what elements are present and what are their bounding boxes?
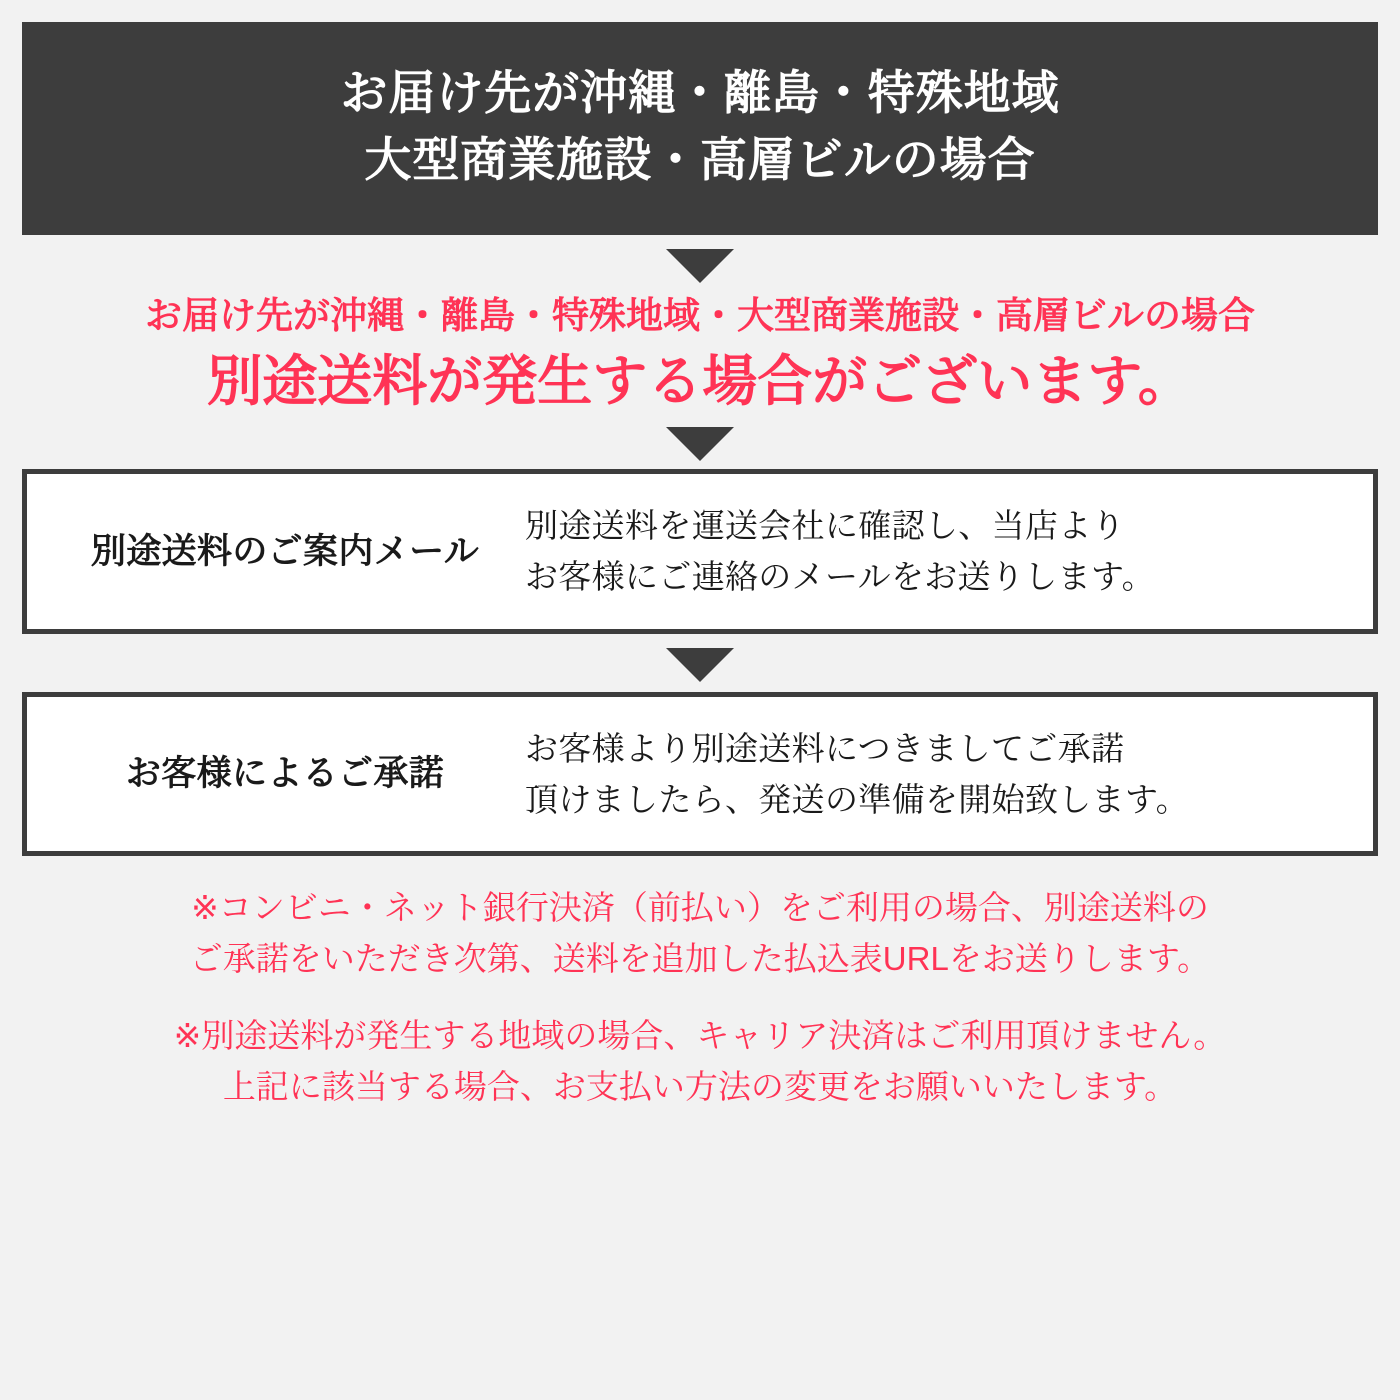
step-1-label: 別途送料のご案内メール [90,531,480,571]
note-1-line-1: ※コンビニ・ネット銀行決済（前払い）をご利用の場合、別途送料の [191,888,1209,926]
note-2-line-1: ※別途送料が発生する地域の場合、キャリア決済はご利用頂けません。 [173,1017,1227,1055]
header-banner [22,22,1378,235]
footer-notes [22,882,1378,1139]
note-1-line-2: ご承諾をいただき次第、送料を追加した払込表URLをお送りします。 [189,939,1211,977]
step-2-description [525,723,1355,825]
header-line-1: お届け先が沖縄・離島・特殊地域 [340,66,1060,119]
emphasis-line-1: お届け先が沖縄・離島・特殊地域・大型商業施設・高層ビルの場合 [145,295,1255,337]
note-1 [22,882,1378,984]
step-1-description [525,500,1355,602]
emphasis-block [22,293,1378,417]
step-2-description-line-1: お客様より別途送料につきましてご承諾 [525,729,1125,767]
step-box-customer-consent [22,692,1378,856]
note-2-line-2: 上記に該当する場合、お支払い方法の変更をお願いいたします。 [222,1068,1178,1106]
step-1-description-line-1: 別途送料を運送会社に確認し、当店より [525,507,1125,545]
step-2-description-line-2: 頂けましたら、発送の準備を開始致します。 [525,780,1189,818]
note-2 [22,1010,1378,1112]
step-box-email-notice [22,469,1378,633]
header-line-2: 大型商業施設・高層ビルの場合 [364,132,1036,186]
step-2-label: お客様によるご承諾 [125,753,445,793]
step-1-description-line-2: お客様にご連絡のメールをお送りします。 [525,558,1155,596]
down-arrow-icon-3 [666,648,734,682]
down-arrow-icon-2 [666,427,734,461]
down-arrow-icon-1 [666,249,734,283]
emphasis-line-2: 別途送料が発生する場合がございます。 [207,349,1193,412]
